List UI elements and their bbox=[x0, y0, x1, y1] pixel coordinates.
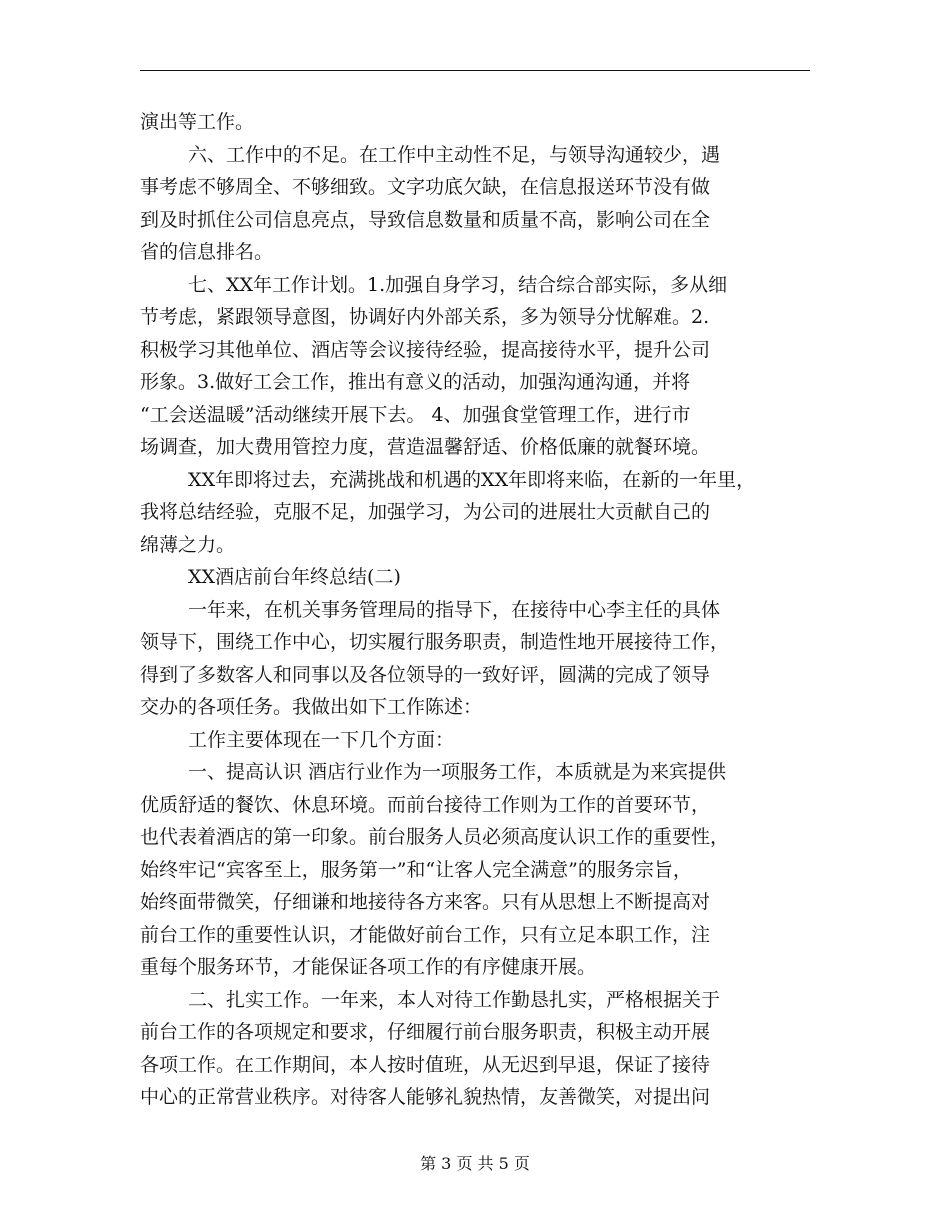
text-line: “工会送温暖”活动继续开展下去。 4、加强食堂管理工作，进行市 bbox=[140, 403, 691, 426]
text-line: 事考虑不够周全、不够细致。文字功底欠缺，在信息报送环节没有做 bbox=[140, 176, 711, 198]
header-rule bbox=[140, 70, 810, 71]
text-line: 前台工作的各项规定和要求，仔细履行前台服务职责，积极主动开展 bbox=[140, 1021, 711, 1043]
text-line: 重每个服务环节，才能保证各项工作的有序健康开展。 bbox=[140, 956, 597, 978]
document-body bbox=[140, 106, 830, 1114]
text-line: 一、提高认识 酒店行业作为一项服务工作，本质就是为来宾提供 bbox=[188, 761, 727, 783]
text-line: 演出等工作。 bbox=[140, 111, 255, 133]
text-line: 优质舒适的餐饮、休息环境。而前台接待工作则为工作的首要环节， bbox=[140, 793, 711, 816]
text-line: 前台工作的重要性认识，才能做好前台工作，只有立足本职工作，注 bbox=[140, 923, 711, 946]
text-line: 交办的各项任务。我做出如下工作陈述： bbox=[140, 696, 483, 718]
text-line: 七、XX年工作计划。1.加强自身学习，结合综合部实际，多从细 bbox=[188, 273, 728, 296]
text-line: 得到了多数客人和同事以及各位领导的一致好评，圆满的完成了领导 bbox=[140, 663, 711, 686]
text-line: 中心的正常营业秩序。对待客人能够礼貌热情，友善微笑，对提出问 bbox=[140, 1086, 711, 1108]
text-line: 积极学习其他单位、酒店等会议接待经验，提高接待水平，提升公司 bbox=[140, 338, 711, 361]
text-line: 我将总结经验，克服不足，加强学习，为公司的进展壮大贡献自己的 bbox=[140, 501, 711, 523]
text-line: 绵薄之力。 bbox=[140, 533, 236, 556]
text-line: 到及时抓住公司信息亮点，导致信息数量和质量不高，影响公司在全 bbox=[140, 208, 711, 231]
text-line: 始终面带微笑，仔细谦和地接待各方来客。只有从思想上不断提高对 bbox=[140, 891, 711, 913]
text-line: 领导下，围绕工作中心，切实履行服务职责，制造性地开展接待工作， bbox=[140, 631, 730, 653]
text-line: 场调查，加大费用管控力度，营造温馨舒适、价格低廉的就餐环境。 bbox=[140, 436, 711, 458]
section-heading: XX酒店前台年终总结(二) bbox=[188, 566, 401, 588]
page-number: 第 3 页 共 5 页 bbox=[420, 1154, 530, 1173]
text-line: XX年即将过去，充满挑战和机遇的XX年即将来临，在新的一年里， bbox=[188, 468, 756, 491]
text-line: 节考虑，紧跟领导意图，协调好内外部关系，多为领导分忧解难。2. bbox=[140, 306, 710, 328]
text-line: 形象。3.做好工会工作，推出有意义的活动，加强沟通沟通，并将 bbox=[140, 371, 691, 393]
text-line: 也代表着酒店的第一印象。前台服务人员必须高度认识工作的重要性， bbox=[140, 826, 730, 848]
text-line: 工作主要体现在一下几个方面： bbox=[188, 728, 455, 751]
text-line: 一年来，在机关事务管理局的指导下，在接待中心李主任的具体 bbox=[188, 598, 721, 621]
text-line: 二、扎实工作。一年来，本人对待工作勤恳扎实，严格根据关于 bbox=[188, 988, 721, 1011]
text-line: 各项工作。在工作期间，本人按时值班，从无迟到早退，保证了接待 bbox=[140, 1053, 711, 1076]
text-line: 六、工作中的不足。在工作中主动性不足，与领导沟通较少，遇 bbox=[188, 143, 721, 166]
text-line: 始终牢记“宾客至上，服务第一”和“让客人完全满意”的服务宗旨， bbox=[140, 858, 692, 881]
text-line: 省的信息排名。 bbox=[140, 241, 274, 263]
